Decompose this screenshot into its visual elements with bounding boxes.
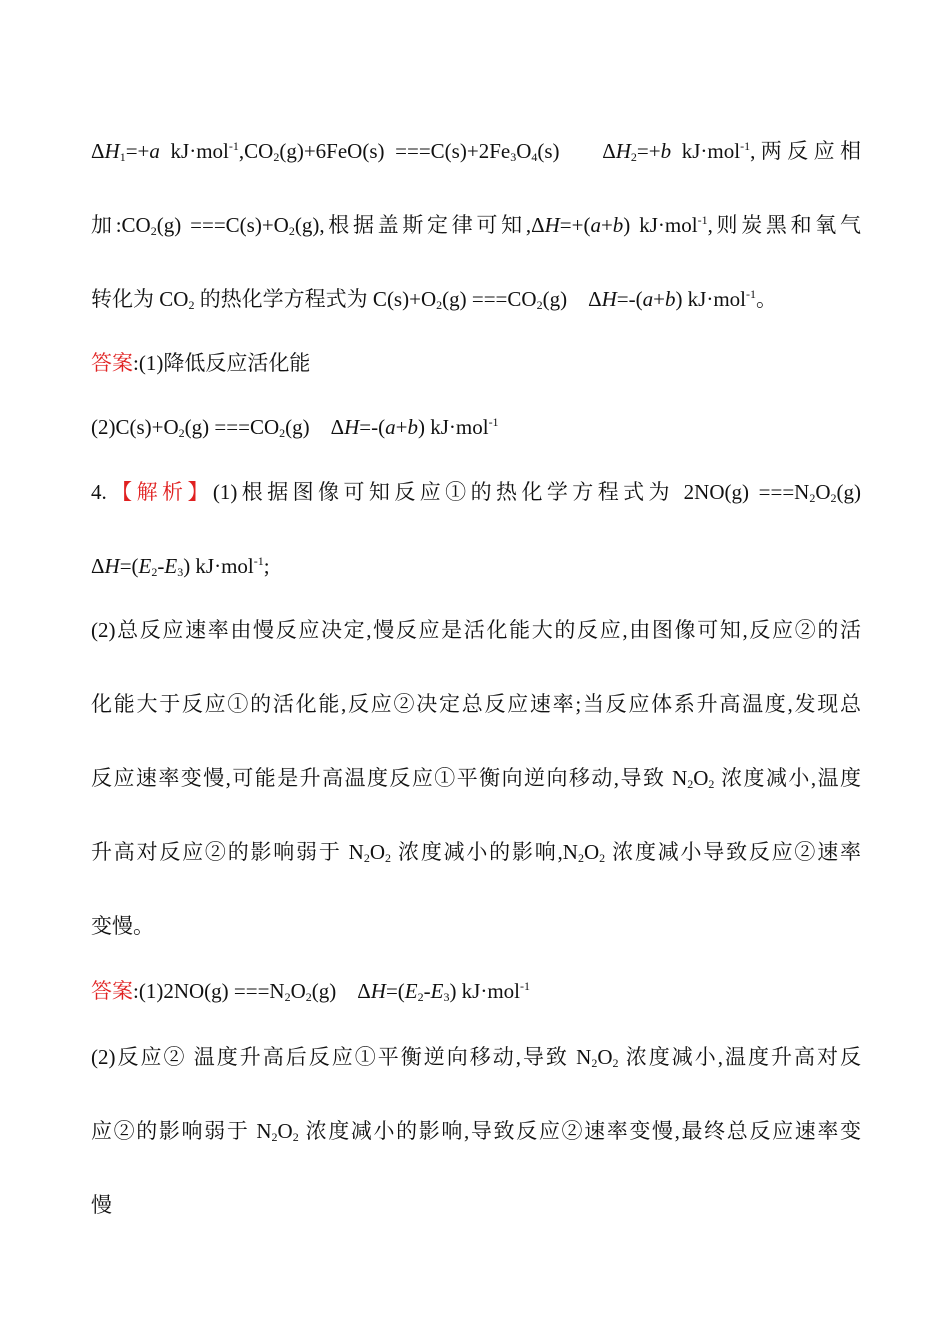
text-line: 升高对反应②的影响弱于 $N_2O_2$ 浓度减小的影响$,N_2O_2$ 浓度减小导致反应②速率	[91, 840, 862, 865]
text-line: $(2)C(s)+O_2(g) ===CO_2(g)$ ΔH=-(a+b) kJ·mol$^{-1}$	[91, 415, 499, 440]
answer-label: 答案	[91, 979, 133, 1003]
text-line: 反应速率变慢,可能是升高温度反应①平衡向逆向移动,导致 $N_2O_2$ 浓度减小,温度	[91, 766, 862, 791]
text-line: 转化为 $CO_2$ 的热化学方程式为 $C(s)+O_2(g) ===CO_2(g)$ ΔH=-(a+b) kJ·mol$^{-1}$。	[91, 287, 778, 312]
text-line: (2)反应② 温度升高后反应①平衡逆向移动,导致 $N_2O_2$ 浓度减小,温度升高对反	[91, 1045, 862, 1070]
text-line: $\Delta H_1=+a$ $kJ\cdot mol^{-1},CO_2(g)+6FeO(s) ===C(s)+2Fe_3O_4(s)$ $\Delta H_2=+b$ kJ·mol$^{-1}$,两反应相	[91, 139, 862, 164]
answer-line: 答案:(1)2NO(g) $===N_2O_2(g)$ $\Delta H=(E_2-E_3)$ kJ·mol$^{-1}$	[91, 979, 531, 1004]
text-line: 应②的影响弱于 $N_2O_2$ 浓度减小的影响,导致反应②速率变慢,最终总反应速率变	[91, 1119, 861, 1144]
text-line: (2)总反应速率由慢反应决定,慢反应是活化能大的反应,由图像可知,反应②的活	[91, 618, 861, 642]
text-line: 变慢。	[91, 914, 154, 938]
text-line: 化能大于反应①的活化能,反应②决定总反应速率;当反应体系升高温度,发现总	[91, 692, 861, 716]
analysis-label: 【解析】	[106, 480, 213, 504]
text-line: 4.【解析】(1)根据图像可知反应①的热化学方程式为 $2NO(g) ===N_2O_2(g)$	[91, 480, 862, 505]
answer-label: 答案	[91, 351, 133, 375]
answer-line: 答案:(1)降低反应活化能	[91, 351, 311, 375]
text-line: 慢	[91, 1193, 112, 1217]
text-line: 加$:CO_2(g) ===C(s)+O_2(g)$,根据盖斯定律可知,ΔH=+(a+b) kJ·mol$^{-1}$,则炭黑和氧气	[91, 213, 861, 238]
text-line: $\Delta H=(E_2-E_3)$ kJ·mol$^{-1}$;	[91, 554, 270, 579]
